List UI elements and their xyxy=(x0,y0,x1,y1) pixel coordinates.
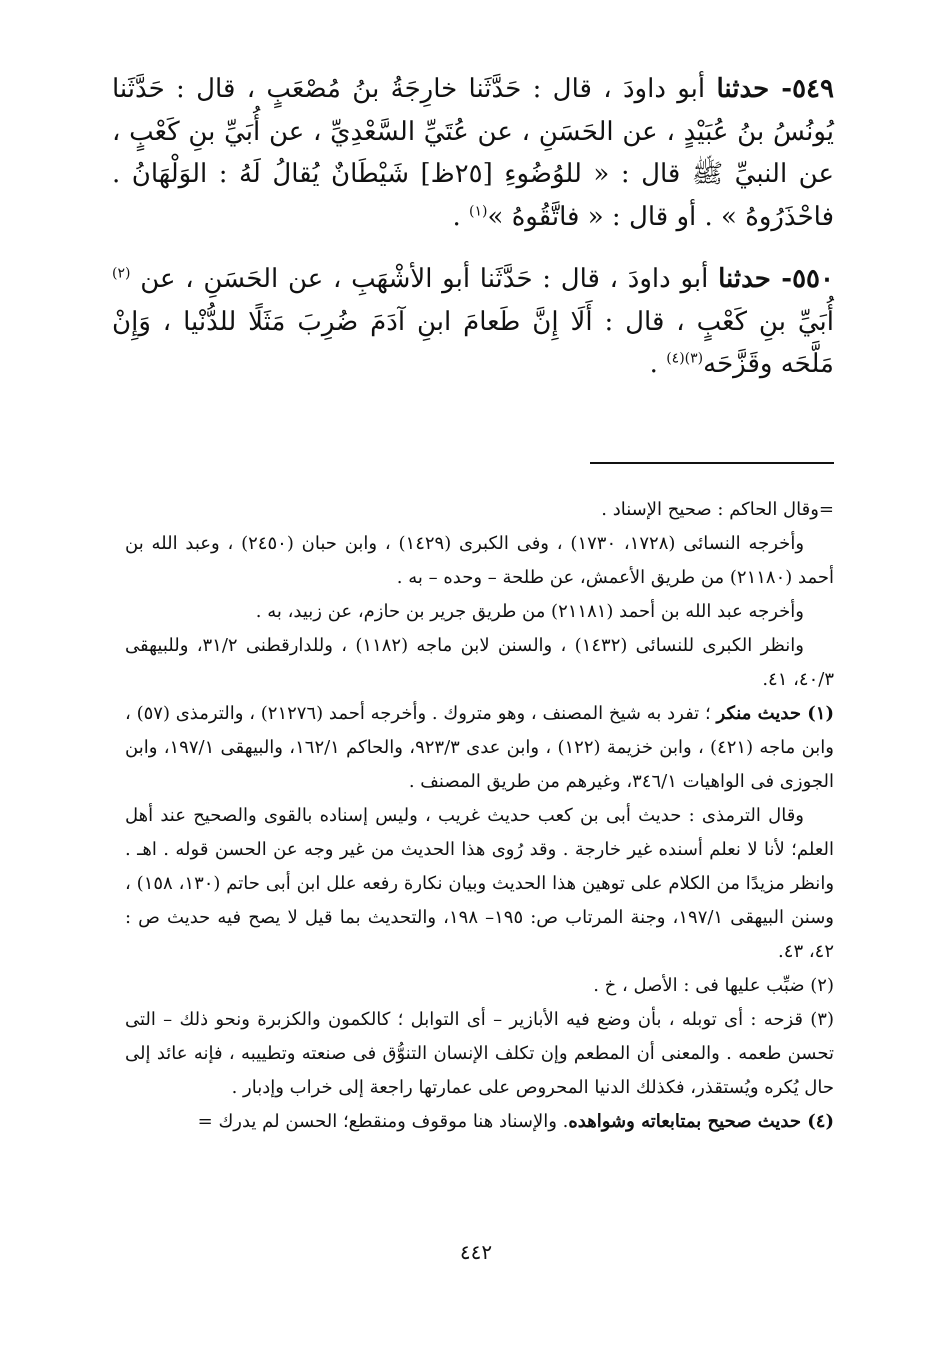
footnote-carry-line: وأخرجه النسائى (١٧٢٨، ١٧٣٠) ، وفى الكبرى (١٤٢٩) ، وابن حبان (٢٤٥٠) ، وعبد الله بن أحمد (٢١١٨٠) من طريق الأعمش، عن طلحة – وحده – به . xyxy=(125,533,834,588)
hadith-text-continued: أُبَيِّ بنِ كَعْبٍ ، قال : أَلَا إِنَّ طَعامَ ابنِ آدَمَ ضُرِبَ مَثَلًا للدُّنْيا ، وَإِنْ مَلَّحَه وقَزَّحَه xyxy=(112,306,834,379)
hadith-number: ٥٥٠- حدثنا xyxy=(718,264,834,294)
footnote-3: (٣) قزحه : أى توبله ، بأن وضع فيه الأبازير – أى التوابل ؛ كالكمون والكزبرة ونحو ذلك – التى تحسن طعمه . والمعنى أن المطعم وإن تكلف الإنسان التنوُّق فى صنعته وتطييبه ، فإنه عائد إلى حال يُكره ويُستقذر، فكذلك الدنيا المحروص على عمارتها راجعة إلى خراب وإدبار . xyxy=(125,1009,834,1098)
footnote-1-continued: وقال الترمذى : حديث أبى بن كعب حديث غريب ، وليس إسناده بالقوى والصحيح عند أهل العلم؛ لأنا لا نعلم أسنده غير خارجة . وقد رُوى هذا الحديث من غير وجه عن الحسن قوله . اهـ . وانظر مزيدًا من الكلام على توهين هذا الحديث وبيان نكارة رفعه علل ابن أبى حاتم (١٣٠، ١٥٨) ، وسنن البيهقى ١٩٧/١، وجنة المرتاب ص: ١٩٥– ١٩٨، والتحديث بما قيل لا يصح فيه حديث ص : ٤٢، ٤٣. xyxy=(125,805,835,962)
footnote-4 xyxy=(125,1105,834,1139)
hadith-number: ٥٤٩- حدثنا xyxy=(716,74,834,104)
footnote-ref[interactable]: (٢) xyxy=(112,265,131,282)
footnote-separator xyxy=(590,462,834,464)
hadith-text: أبو داودَ ، قال : حَدَّثَنا خارِجَةُ بنُ مُصْعَبٍ ، قال : حَدَّثَنا يُونُسُ بنُ عُبَيْدٍ ، عن الحَسَنِ ، عن عُتَيِّ السَّعْدِيِّ ، عن أُبَيِّ بنِ كَعْبٍ ، عن النبيِّ ﷺ قال : « للوُضُوءِ [٢٥ظ] شَيْطَانٌ يُقالُ لَهُ : الوَلْهَانُ . فاحْذَرُوهُ » . أو قال : « فاتَّقُوهُ » xyxy=(112,74,834,232)
footnote-2: (٢) ضبِّب عليها فى : الأصل ، خ . xyxy=(593,975,834,996)
footnote-4-text: . والإسناد هنا موقوف ومنقطع؛ الحسن لم يدرك = xyxy=(197,1111,569,1132)
footnote-1-text: ؛ تفرد به شيخ المصنف ، وهو متروك . وأخرجه أحمد (٢١٢٧٦) ، والترمذى (٥٧) ، وابن ماجه (٤٢١) ، وابن خزيمة (١٢٢) ، وابن عدى ٩٢٣/٣، والحاكم ١٦٢/١، والبيهقى ١٩٧/١، وابن الجوزى فى الواهيات ٣٤٦/١، وغيرهم من طريق المصنف . xyxy=(125,703,835,792)
page-number: ٤٤٢ xyxy=(459,1240,493,1264)
footnote-1-label: (١) حديث منكر xyxy=(716,703,834,724)
footnote-carry-line: =وقال الحاكم : صحيح الإسناد . xyxy=(601,499,834,520)
footnote-carry-line: وانظر الكبرى للنسائى (١٤٣٢) ، والسنن لابن ماجه (١١٨٢) ، وللدارقطنى ٣١/٢، وللبيهقى ٤٠/٣، ٤١. xyxy=(125,635,834,690)
hadith-end: . xyxy=(452,201,470,232)
footnote-carry-line: وأخرجه عبد الله بن أحمد (٢١١٨١) من طريق جرير بن حازم، عن زبيد، به . xyxy=(255,601,804,622)
footnote-1 xyxy=(125,697,834,799)
hadith-550 xyxy=(112,258,834,386)
footnote-ref[interactable]: (١) xyxy=(469,202,488,219)
main-text xyxy=(112,68,834,406)
footnotes xyxy=(125,493,834,1139)
hadith-text: أبو داودَ ، قال : حَدَّثَنا أبو الأشْهَبِ ، عن الحَسَنِ ، عن xyxy=(130,264,719,294)
footnote-ref[interactable]: (٣)(٤) xyxy=(666,350,704,367)
hadith-end: . xyxy=(649,349,667,379)
hadith-549 xyxy=(112,68,834,238)
footnote-4-label: (٤) حديث صحيح بمتابعاته وشواهده xyxy=(568,1111,834,1132)
